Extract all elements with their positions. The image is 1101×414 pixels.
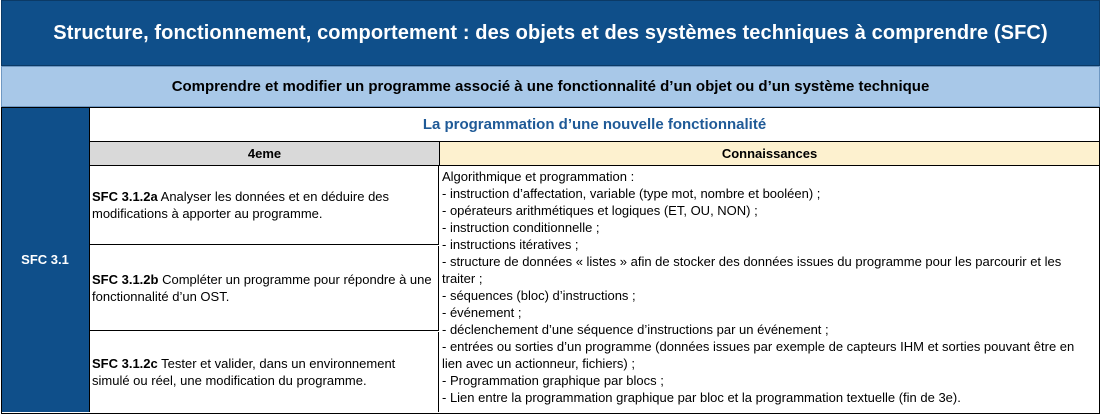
knowledge-line: Algorithmique et programmation : [442,169,635,184]
skill-row [90,246,439,331]
skill-text [92,271,434,305]
page-title: Structure, fonctionnement, comportement : des objets et des systèmes techniques à comprendre (SFC) [53,21,1048,44]
knowledge-cell [440,166,1099,412]
knowledge-line: - instruction conditionnelle ; [442,220,600,235]
knowledge-line: - opérateurs arithmétiques et logiques (ET, OU, NON) ; [442,203,758,218]
page-subtitle: Comprendre et modifier un programme associé à une fonctionnalité d’un objet ou d’un système technique [171,78,930,95]
skill-row [90,332,439,412]
subtitle-banner [1,66,1100,107]
skill-text [92,355,434,389]
skill-row [90,166,439,245]
knowledge-line: - séquences (bloc) d’instructions ; [442,288,636,303]
knowledge-line: - instruction d’affectation, variable (type mot, nombre et booléen) ; [442,186,821,201]
skill-code: SFC 3.1.2c [92,356,158,371]
skill-description: Compléter un programme pour répondre à une fonctionnalité d’un OST. [92,272,432,304]
column-header-knowledge [440,142,1099,166]
title-banner [1,0,1100,66]
section-title-cell [90,107,1099,142]
skill-description: Analyser les données et en déduire des modifications à apporter au programme. [92,189,390,221]
column-header-level [90,142,440,166]
knowledge-line: - structure de données « listes » afin de stocker des données issues du programme pour les parcourir et les traiter ; [442,254,1062,286]
knowledge-line: - entrées ou sorties d’un programme (données issues par exemple de capteurs IHM et sorties pouvant être en lien avec un actionneur, fichiers) ; [442,339,1075,371]
knowledge-line: - Lien entre la programmation graphique par bloc et la programmation textuelle (fin de 3e). [442,390,961,405]
section-code: SFC 3.1 [21,252,69,267]
skill-text [92,188,434,222]
column-header-knowledge-label: Connaissances [721,146,818,161]
skill-code: SFC 3.1.2b [92,272,159,287]
knowledge-line: - Programmation graphique par blocs ; [442,373,664,388]
skill-code: SFC 3.1.2a [92,189,158,204]
section-code-cell [1,107,90,412]
section-title: La programmation d’une nouvelle fonctionnalité [422,115,767,133]
competency-table [1,0,1100,413]
column-header-level-label: 4eme [247,146,282,161]
knowledge-line: - instructions itératives ; [442,237,579,252]
knowledge-line: - événement ; [442,305,522,320]
skill-description: Tester et valider, dans un environnement simulé ou réel, une modification du programme. [92,356,396,388]
knowledge-line: - déclenchement d’une séquence d’instructions par un événement ; [442,322,829,337]
